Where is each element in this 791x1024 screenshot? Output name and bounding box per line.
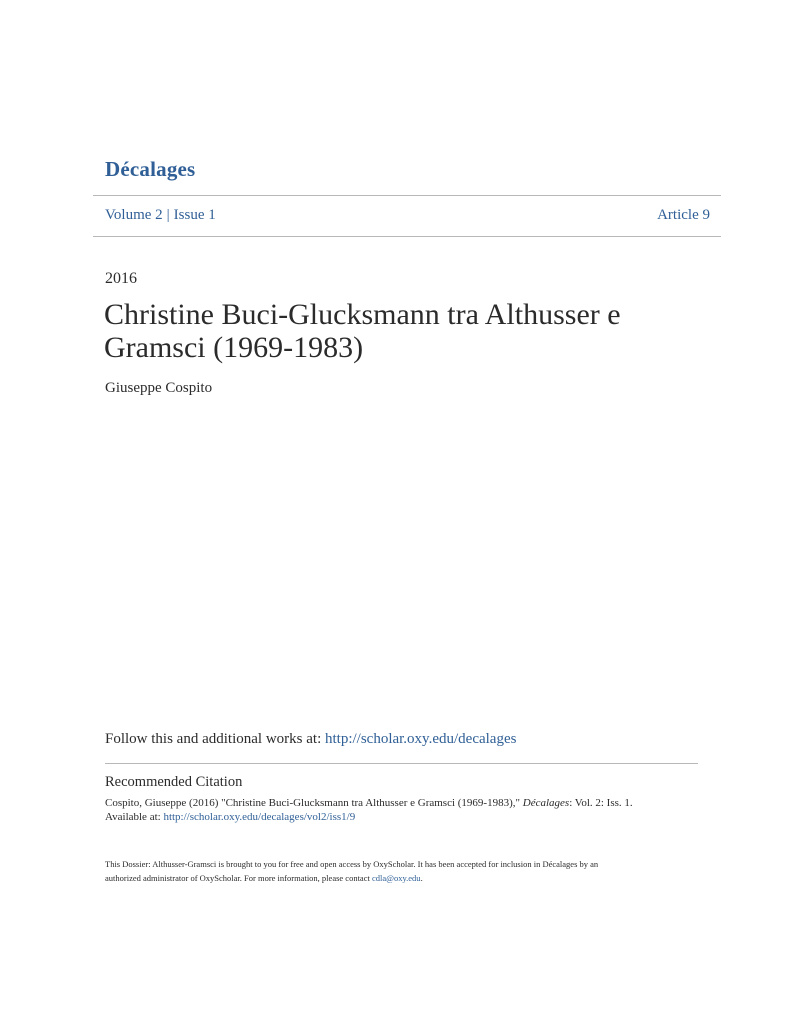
- follow-label: Follow this and additional works at:: [105, 731, 325, 747]
- dossier-text-line1: This Dossier: Althusser-Gramsci is brought to you for free and open access by OxyScholar. It has been accepted for inclusion in Décalages by an: [105, 859, 599, 869]
- available-label: Available at:: [105, 811, 164, 823]
- dossier-text-line2: authorized administrator of OxyScholar. For more information, please contact: [105, 873, 372, 883]
- recommended-citation-heading: Recommended Citation: [105, 774, 243, 790]
- dossier-notice: [105, 857, 685, 885]
- article-author: Giuseppe Cospito: [105, 380, 213, 396]
- citation-block: [105, 796, 705, 824]
- citation-divider: [105, 763, 698, 764]
- header-divider-bottom: [93, 236, 721, 237]
- volume-link[interactable]: Volume 2: [105, 207, 163, 223]
- follow-url-link[interactable]: http://scholar.oxy.edu/decalages: [324, 731, 517, 747]
- breadcrumb-separator: |: [166, 207, 170, 223]
- article-number-link[interactable]: Article 9: [657, 207, 710, 223]
- article-title: Christine Buci-Glucksmann tra Althusser e Gramsci (1969-1983): [104, 298, 621, 364]
- header-divider-top: [93, 195, 721, 196]
- contact-email-link[interactable]: cdla@oxy.edu: [371, 873, 421, 883]
- citation-url-link[interactable]: http://scholar.oxy.edu/decalages/vol2/iss1/9: [163, 811, 356, 823]
- publication-year: 2016: [105, 270, 137, 287]
- journal-title-link[interactable]: Décalages: [105, 157, 196, 181]
- follow-works-line: [105, 731, 516, 748]
- dossier-end: .: [420, 873, 423, 883]
- citation-journal: Décalages: [522, 797, 570, 809]
- issue-link[interactable]: Issue 1: [173, 207, 216, 223]
- citation-text: Cospito, Giuseppe (2016) "Christine Buci-Glucksmann tra Althusser e Gramsci (1969-1983),": [105, 797, 523, 809]
- issue-breadcrumb: [105, 207, 216, 224]
- citation-volume: : Vol. 2: Iss. 1.: [569, 797, 633, 809]
